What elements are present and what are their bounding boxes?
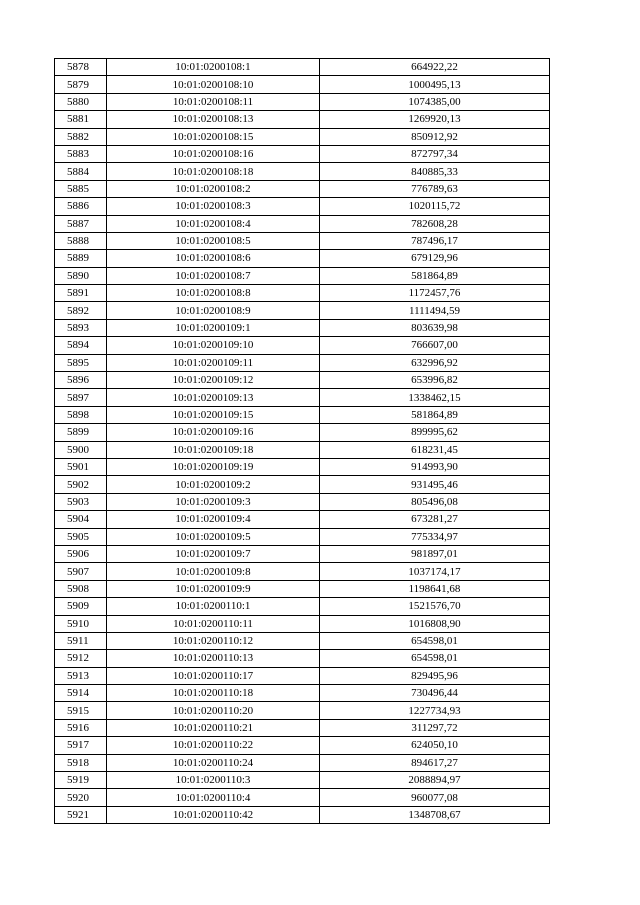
cadastral-number-cell: 10:01:0200110:13 [107,650,320,667]
row-number-cell: 5881 [55,111,107,128]
cadastral-number-cell: 10:01:0200109:18 [107,441,320,458]
table-row [55,145,550,162]
cadastral-number-cell: 10:01:0200108:1 [107,59,320,76]
cadastral-number-cell: 10:01:0200109:3 [107,493,320,510]
table-row [55,163,550,180]
value-cell: 653996,82 [320,372,550,389]
cadastral-number-cell: 10:01:0200110:18 [107,685,320,702]
cadastral-number-cell: 10:01:0200108:4 [107,215,320,232]
table-row [55,232,550,249]
cadastral-number-cell: 10:01:0200108:7 [107,267,320,284]
table-row [55,580,550,597]
table-row [55,563,550,580]
cadastral-number-cell: 10:01:0200108:18 [107,163,320,180]
row-number-cell: 5884 [55,163,107,180]
value-cell: 581864,89 [320,267,550,284]
cadastral-number-cell: 10:01:0200108:8 [107,285,320,302]
table-row [55,93,550,110]
table-row [55,632,550,649]
row-number-cell: 5897 [55,389,107,406]
row-number-cell: 5887 [55,215,107,232]
value-cell: 1037174,17 [320,563,550,580]
row-number-cell: 5895 [55,354,107,371]
cadastral-number-cell: 10:01:0200108:13 [107,111,320,128]
cadastral-number-cell: 10:01:0200110:22 [107,737,320,754]
row-number-cell: 5892 [55,302,107,319]
row-number-cell: 5910 [55,615,107,632]
table-row [55,441,550,458]
cadastral-number-cell: 10:01:0200109:2 [107,476,320,493]
value-cell: 872797,34 [320,145,550,162]
table-row [55,180,550,197]
value-cell: 840885,33 [320,163,550,180]
row-number-cell: 5913 [55,667,107,684]
value-cell: 894617,27 [320,754,550,771]
value-cell: 673281,27 [320,511,550,528]
cadastral-number-cell: 10:01:0200109:8 [107,563,320,580]
row-number-cell: 5899 [55,424,107,441]
cadastral-number-cell: 10:01:0200109:11 [107,354,320,371]
row-number-cell: 5919 [55,772,107,789]
row-number-cell: 5902 [55,476,107,493]
table-row [55,389,550,406]
row-number-cell: 5916 [55,719,107,736]
value-cell: 805496,08 [320,493,550,510]
table-row [55,737,550,754]
row-number-cell: 5907 [55,563,107,580]
value-cell: 787496,17 [320,232,550,249]
value-cell: 914993,90 [320,458,550,475]
value-cell: 766607,00 [320,337,550,354]
cadastral-number-cell: 10:01:0200110:20 [107,702,320,719]
row-number-cell: 5909 [55,598,107,615]
table-row [55,267,550,284]
value-cell: 1348708,67 [320,806,550,823]
cadastral-number-cell: 10:01:0200109:13 [107,389,320,406]
table-row [55,128,550,145]
table-row [55,337,550,354]
value-cell: 981897,01 [320,545,550,562]
table-row [55,789,550,806]
table-row [55,754,550,771]
table-row [55,354,550,371]
value-cell: 775334,97 [320,528,550,545]
table-row [55,667,550,684]
table-row [55,545,550,562]
row-number-cell: 5918 [55,754,107,771]
cadastral-number-cell: 10:01:0200108:15 [107,128,320,145]
cadastral-number-cell: 10:01:0200109:12 [107,372,320,389]
row-number-cell: 5901 [55,458,107,475]
table-row [55,476,550,493]
cadastral-number-cell: 10:01:0200108:5 [107,232,320,249]
table-row [55,59,550,76]
value-cell: 1269920,13 [320,111,550,128]
cadastral-value-table [54,58,550,824]
table-row [55,615,550,632]
row-number-cell: 5912 [55,650,107,667]
cadastral-number-cell: 10:01:0200108:10 [107,76,320,93]
row-number-cell: 5911 [55,632,107,649]
row-number-cell: 5889 [55,250,107,267]
table-row [55,685,550,702]
row-number-cell: 5886 [55,198,107,215]
value-cell: 2088894,97 [320,772,550,789]
value-cell: 679129,96 [320,250,550,267]
table-row [55,76,550,93]
cadastral-number-cell: 10:01:0200110:11 [107,615,320,632]
table-row [55,302,550,319]
value-cell: 1198641,68 [320,580,550,597]
cadastral-number-cell: 10:01:0200109:9 [107,580,320,597]
cadastral-number-cell: 10:01:0200109:4 [107,511,320,528]
value-cell: 618231,45 [320,441,550,458]
row-number-cell: 5900 [55,441,107,458]
value-cell: 829495,96 [320,667,550,684]
row-number-cell: 5915 [55,702,107,719]
row-number-cell: 5891 [55,285,107,302]
row-number-cell: 5898 [55,406,107,423]
cadastral-number-cell: 10:01:0200109:15 [107,406,320,423]
row-number-cell: 5885 [55,180,107,197]
value-cell: 782608,28 [320,215,550,232]
table-row [55,285,550,302]
cadastral-number-cell: 10:01:0200109:5 [107,528,320,545]
row-number-cell: 5878 [55,59,107,76]
row-number-cell: 5888 [55,232,107,249]
cadastral-number-cell: 10:01:0200109:16 [107,424,320,441]
value-cell: 1000495,13 [320,76,550,93]
row-number-cell: 5906 [55,545,107,562]
row-number-cell: 5903 [55,493,107,510]
row-number-cell: 5896 [55,372,107,389]
value-cell: 664922,22 [320,59,550,76]
table-row [55,511,550,528]
value-cell: 1074385,00 [320,93,550,110]
table-row [55,424,550,441]
cadastral-number-cell: 10:01:0200109:1 [107,319,320,336]
value-cell: 960077,08 [320,789,550,806]
value-cell: 730496,44 [320,685,550,702]
value-cell: 654598,01 [320,632,550,649]
cadastral-number-cell: 10:01:0200108:2 [107,180,320,197]
table-row [55,215,550,232]
cadastral-number-cell: 10:01:0200110:21 [107,719,320,736]
row-number-cell: 5880 [55,93,107,110]
value-cell: 850912,92 [320,128,550,145]
value-cell: 581864,89 [320,406,550,423]
table-row [55,250,550,267]
value-cell: 931495,46 [320,476,550,493]
cadastral-number-cell: 10:01:0200108:9 [107,302,320,319]
row-number-cell: 5917 [55,737,107,754]
value-cell: 624050,10 [320,737,550,754]
cadastral-number-cell: 10:01:0200110:42 [107,806,320,823]
cadastral-number-cell: 10:01:0200109:7 [107,545,320,562]
row-number-cell: 5890 [55,267,107,284]
table-row [55,111,550,128]
table-row [55,650,550,667]
cadastral-number-cell: 10:01:0200108:16 [107,145,320,162]
value-cell: 899995,62 [320,424,550,441]
cadastral-number-cell: 10:01:0200110:12 [107,632,320,649]
value-cell: 654598,01 [320,650,550,667]
row-number-cell: 5914 [55,685,107,702]
table-row [55,198,550,215]
row-number-cell: 5879 [55,76,107,93]
row-number-cell: 5908 [55,580,107,597]
cadastral-number-cell: 10:01:0200108:6 [107,250,320,267]
table-row [55,372,550,389]
table-row [55,806,550,823]
value-cell: 1020115,72 [320,198,550,215]
table-row [55,493,550,510]
cadastral-number-cell: 10:01:0200110:17 [107,667,320,684]
value-cell: 1172457,76 [320,285,550,302]
table-row [55,319,550,336]
value-cell: 1111494,59 [320,302,550,319]
table-row [55,458,550,475]
value-cell: 803639,98 [320,319,550,336]
cadastral-number-cell: 10:01:0200108:11 [107,93,320,110]
row-number-cell: 5894 [55,337,107,354]
table-row [55,719,550,736]
value-cell: 1521576,70 [320,598,550,615]
cadastral-number-cell: 10:01:0200110:4 [107,789,320,806]
row-number-cell: 5883 [55,145,107,162]
table-body [55,59,550,824]
table-row [55,598,550,615]
cadastral-number-cell: 10:01:0200110:1 [107,598,320,615]
row-number-cell: 5882 [55,128,107,145]
value-cell: 632996,92 [320,354,550,371]
row-number-cell: 5921 [55,806,107,823]
value-cell: 1227734,93 [320,702,550,719]
cadastral-number-cell: 10:01:0200108:3 [107,198,320,215]
table-row [55,772,550,789]
row-number-cell: 5905 [55,528,107,545]
row-number-cell: 5920 [55,789,107,806]
cadastral-number-cell: 10:01:0200110:24 [107,754,320,771]
table-row [55,528,550,545]
row-number-cell: 5904 [55,511,107,528]
cadastral-number-cell: 10:01:0200109:19 [107,458,320,475]
cadastral-number-cell: 10:01:0200109:10 [107,337,320,354]
row-number-cell: 5893 [55,319,107,336]
cadastral-number-cell: 10:01:0200110:3 [107,772,320,789]
table-row [55,406,550,423]
value-cell: 311297,72 [320,719,550,736]
value-cell: 1016808,90 [320,615,550,632]
value-cell: 1338462,15 [320,389,550,406]
table-row [55,702,550,719]
value-cell: 776789,63 [320,180,550,197]
